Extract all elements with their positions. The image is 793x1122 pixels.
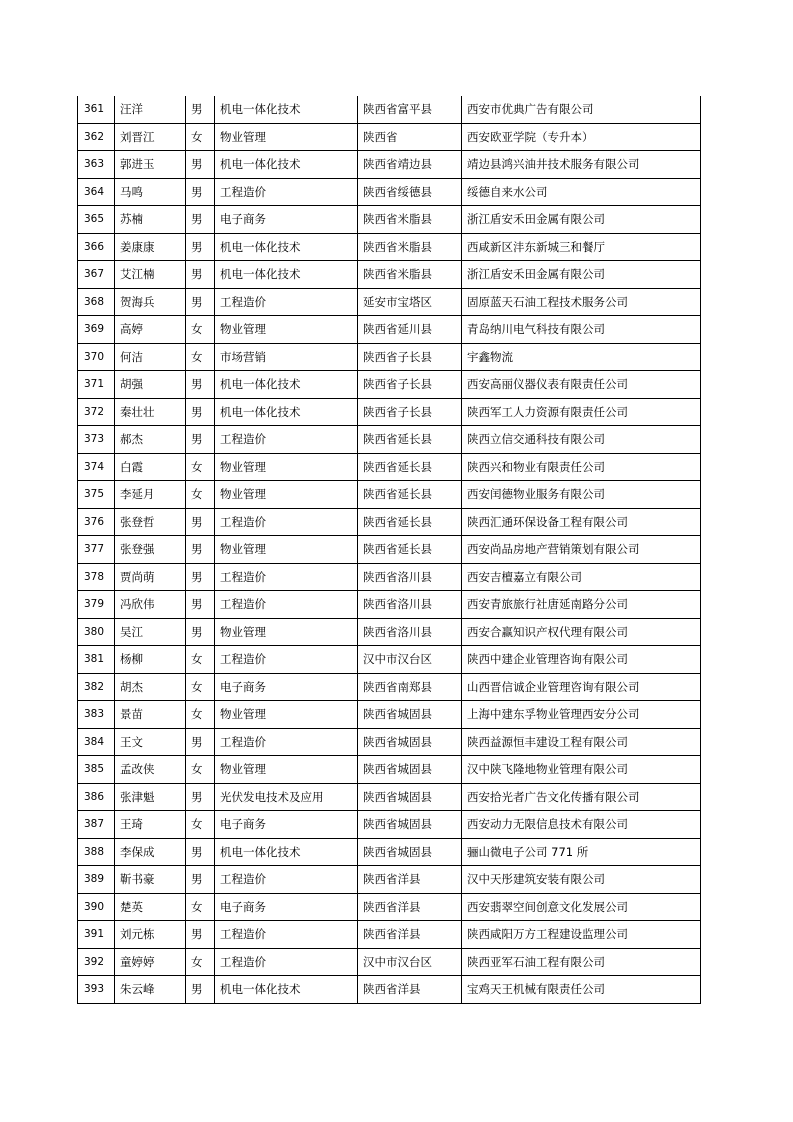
student-name-cell: 郝杰	[115, 426, 186, 454]
student-name-cell: 靳书豪	[115, 866, 186, 894]
origin-cell: 陕西省城固县	[358, 838, 462, 866]
gender-cell: 男	[186, 151, 215, 179]
gender-cell: 男	[186, 371, 215, 399]
student-name-cell: 秦壮壮	[115, 398, 186, 426]
table-row	[78, 948, 701, 976]
origin-cell: 陕西省洛川县	[358, 563, 462, 591]
row-number-cell: 384	[78, 728, 115, 756]
gender-cell: 男	[186, 288, 215, 316]
row-number-cell: 370	[78, 343, 115, 371]
row-number-cell: 385	[78, 756, 115, 784]
employer-cell: 陕西咸阳万方工程建设监理公司	[462, 921, 701, 949]
origin-cell: 陕西省洛川县	[358, 618, 462, 646]
table-row	[78, 646, 701, 674]
row-number-cell: 367	[78, 261, 115, 289]
major-cell: 工程造价	[215, 728, 358, 756]
row-number-cell: 363	[78, 151, 115, 179]
gender-cell: 女	[186, 123, 215, 151]
table-row	[78, 261, 701, 289]
student-name-cell: 刘元栋	[115, 921, 186, 949]
student-name-cell: 王琦	[115, 811, 186, 839]
table-row	[78, 866, 701, 894]
gender-cell: 男	[186, 618, 215, 646]
employer-cell: 西安尚品房地产营销策划有限公司	[462, 536, 701, 564]
employer-cell: 西安吉檀嘉立有限公司	[462, 563, 701, 591]
origin-cell: 陕西省城固县	[358, 728, 462, 756]
row-number-cell: 389	[78, 866, 115, 894]
employer-cell: 西安闰德物业服务有限公司	[462, 481, 701, 509]
student-name-cell: 贺海兵	[115, 288, 186, 316]
student-name-cell: 童婷婷	[115, 948, 186, 976]
student-name-cell: 张登哲	[115, 508, 186, 536]
major-cell: 物业管理	[215, 453, 358, 481]
row-number-cell: 374	[78, 453, 115, 481]
employer-cell: 汉中陕飞隆地物业管理有限公司	[462, 756, 701, 784]
student-name-cell: 艾江楠	[115, 261, 186, 289]
major-cell: 工程造价	[215, 288, 358, 316]
employer-cell: 陕西汇通环保设备工程有限公司	[462, 508, 701, 536]
major-cell: 物业管理	[215, 618, 358, 646]
table-row	[78, 591, 701, 619]
table-row	[78, 728, 701, 756]
origin-cell: 陕西省延长县	[358, 536, 462, 564]
employer-cell: 西安翡翠空间创意文化发展公司	[462, 893, 701, 921]
gender-cell: 男	[186, 398, 215, 426]
major-cell: 电子商务	[215, 811, 358, 839]
origin-cell: 陕西省米脂县	[358, 233, 462, 261]
gender-cell: 男	[186, 426, 215, 454]
student-name-cell: 景苗	[115, 701, 186, 729]
employer-cell: 西安合赢知识产权代理有限公司	[462, 618, 701, 646]
table-row	[78, 508, 701, 536]
student-name-cell: 高婷	[115, 316, 186, 344]
employer-cell: 浙江盾安禾田金属有限公司	[462, 206, 701, 234]
major-cell: 机电一体化技术	[215, 398, 358, 426]
row-number-cell: 388	[78, 838, 115, 866]
employer-cell: 陕西军工人力资源有限责任公司	[462, 398, 701, 426]
major-cell: 工程造价	[215, 178, 358, 206]
employer-cell: 陕西兴和物业有限责任公司	[462, 453, 701, 481]
table-row	[78, 343, 701, 371]
origin-cell: 陕西省延长县	[358, 481, 462, 509]
origin-cell: 陕西省子长县	[358, 343, 462, 371]
origin-cell: 陕西省子长县	[358, 398, 462, 426]
employer-cell: 陕西益源恒丰建设工程有限公司	[462, 728, 701, 756]
row-number-cell: 369	[78, 316, 115, 344]
origin-cell: 陕西省洛川县	[358, 591, 462, 619]
row-number-cell: 372	[78, 398, 115, 426]
origin-cell: 陕西省延长县	[358, 508, 462, 536]
gender-cell: 女	[186, 673, 215, 701]
table-row	[78, 673, 701, 701]
student-name-cell: 胡杰	[115, 673, 186, 701]
student-name-cell: 郭进玉	[115, 151, 186, 179]
origin-cell: 陕西省洋县	[358, 976, 462, 1004]
employer-cell: 山西晋信诚企业管理咨询有限公司	[462, 673, 701, 701]
employer-cell: 西安高丽仪器仪表有限责任公司	[462, 371, 701, 399]
major-cell: 电子商务	[215, 893, 358, 921]
row-number-cell: 386	[78, 783, 115, 811]
origin-cell: 陕西省延长县	[358, 453, 462, 481]
table-row	[78, 563, 701, 591]
row-number-cell: 366	[78, 233, 115, 261]
employer-cell: 宝鸡天王机械有限责任公司	[462, 976, 701, 1004]
table-row	[78, 618, 701, 646]
row-number-cell: 364	[78, 178, 115, 206]
employer-cell: 西安市优典广告有限公司	[462, 96, 701, 123]
table-row	[78, 206, 701, 234]
student-name-cell: 刘晋江	[115, 123, 186, 151]
origin-cell: 陕西省洋县	[358, 866, 462, 894]
student-name-cell: 孟改侠	[115, 756, 186, 784]
origin-cell: 陕西省靖边县	[358, 151, 462, 179]
employer-cell: 西安动力无限信息技术有限公司	[462, 811, 701, 839]
employer-cell: 上海中建东孚物业管理西安分公司	[462, 701, 701, 729]
employer-cell: 陕西亚军石油工程有限公司	[462, 948, 701, 976]
graduate-roster-table	[77, 96, 701, 1004]
row-number-cell: 361	[78, 96, 115, 123]
major-cell: 物业管理	[215, 123, 358, 151]
employer-cell: 宇鑫物流	[462, 343, 701, 371]
major-cell: 光伏发电技术及应用	[215, 783, 358, 811]
row-number-cell: 390	[78, 893, 115, 921]
table-row	[78, 481, 701, 509]
major-cell: 机电一体化技术	[215, 96, 358, 123]
major-cell: 工程造价	[215, 591, 358, 619]
employer-cell: 陕西立信交通科技有限公司	[462, 426, 701, 454]
major-cell: 机电一体化技术	[215, 371, 358, 399]
origin-cell: 陕西省绥德县	[358, 178, 462, 206]
gender-cell: 男	[186, 563, 215, 591]
table-row	[78, 921, 701, 949]
row-number-cell: 387	[78, 811, 115, 839]
gender-cell: 女	[186, 343, 215, 371]
table-row	[78, 316, 701, 344]
employer-cell: 陕西中建企业管理咨询有限公司	[462, 646, 701, 674]
gender-cell: 男	[186, 783, 215, 811]
origin-cell: 陕西省米脂县	[358, 261, 462, 289]
employer-cell: 骊山微电子公司 771 所	[462, 838, 701, 866]
table-row	[78, 233, 701, 261]
gender-cell: 女	[186, 893, 215, 921]
gender-cell: 男	[186, 261, 215, 289]
major-cell: 工程造价	[215, 948, 358, 976]
row-number-cell: 382	[78, 673, 115, 701]
origin-cell: 陕西省延川县	[358, 316, 462, 344]
employer-cell: 青岛纳川电气科技有限公司	[462, 316, 701, 344]
student-name-cell: 姜康康	[115, 233, 186, 261]
employer-cell: 固原蓝天石油工程技术服务公司	[462, 288, 701, 316]
table-row	[78, 756, 701, 784]
student-name-cell: 王文	[115, 728, 186, 756]
gender-cell: 男	[186, 508, 215, 536]
gender-cell: 女	[186, 948, 215, 976]
major-cell: 机电一体化技术	[215, 838, 358, 866]
student-name-cell: 汪洋	[115, 96, 186, 123]
origin-cell: 陕西省富平县	[358, 96, 462, 123]
student-name-cell: 贾尚萌	[115, 563, 186, 591]
employer-cell: 西安青旅旅行社唐延南路分公司	[462, 591, 701, 619]
gender-cell: 男	[186, 536, 215, 564]
major-cell: 工程造价	[215, 508, 358, 536]
student-name-cell: 张津魁	[115, 783, 186, 811]
major-cell: 工程造价	[215, 646, 358, 674]
origin-cell: 陕西省城固县	[358, 811, 462, 839]
table-row	[78, 976, 701, 1004]
row-number-cell: 393	[78, 976, 115, 1004]
origin-cell: 陕西省城固县	[358, 701, 462, 729]
employer-cell: 浙江盾安禾田金属有限公司	[462, 261, 701, 289]
student-name-cell: 杨柳	[115, 646, 186, 674]
major-cell: 物业管理	[215, 701, 358, 729]
table-row	[78, 398, 701, 426]
gender-cell: 男	[186, 866, 215, 894]
table-row	[78, 811, 701, 839]
table-row	[78, 371, 701, 399]
major-cell: 机电一体化技术	[215, 261, 358, 289]
table-row	[78, 96, 701, 123]
origin-cell: 陕西省城固县	[358, 783, 462, 811]
row-number-cell: 380	[78, 618, 115, 646]
table-row	[78, 536, 701, 564]
gender-cell: 男	[186, 921, 215, 949]
major-cell: 电子商务	[215, 206, 358, 234]
student-name-cell: 苏楠	[115, 206, 186, 234]
major-cell: 电子商务	[215, 673, 358, 701]
gender-cell: 男	[186, 233, 215, 261]
gender-cell: 男	[186, 178, 215, 206]
major-cell: 物业管理	[215, 756, 358, 784]
row-number-cell: 379	[78, 591, 115, 619]
student-name-cell: 楚英	[115, 893, 186, 921]
row-number-cell: 392	[78, 948, 115, 976]
student-name-cell: 胡强	[115, 371, 186, 399]
student-name-cell: 李延月	[115, 481, 186, 509]
origin-cell: 陕西省城固县	[358, 756, 462, 784]
origin-cell: 陕西省洋县	[358, 893, 462, 921]
major-cell: 工程造价	[215, 921, 358, 949]
major-cell: 工程造价	[215, 426, 358, 454]
major-cell: 工程造价	[215, 563, 358, 591]
gender-cell: 男	[186, 206, 215, 234]
major-cell: 机电一体化技术	[215, 976, 358, 1004]
table-row	[78, 838, 701, 866]
major-cell: 市场营销	[215, 343, 358, 371]
gender-cell: 男	[186, 96, 215, 123]
student-name-cell: 张登强	[115, 536, 186, 564]
table-row	[78, 123, 701, 151]
gender-cell: 男	[186, 976, 215, 1004]
major-cell: 机电一体化技术	[215, 151, 358, 179]
table-row	[78, 701, 701, 729]
gender-cell: 女	[186, 756, 215, 784]
student-name-cell: 吴江	[115, 618, 186, 646]
row-number-cell: 391	[78, 921, 115, 949]
origin-cell: 陕西省子长县	[358, 371, 462, 399]
table-row	[78, 178, 701, 206]
gender-cell: 男	[186, 838, 215, 866]
student-name-cell: 何洁	[115, 343, 186, 371]
row-number-cell: 375	[78, 481, 115, 509]
row-number-cell: 368	[78, 288, 115, 316]
origin-cell: 陕西省洋县	[358, 921, 462, 949]
origin-cell: 汉中市汉台区	[358, 646, 462, 674]
student-name-cell: 白霞	[115, 453, 186, 481]
origin-cell: 陕西省南郑县	[358, 673, 462, 701]
gender-cell: 女	[186, 453, 215, 481]
employer-cell: 靖边县鸿兴油井技术服务有限公司	[462, 151, 701, 179]
employer-cell: 汉中天彤建筑安装有限公司	[462, 866, 701, 894]
origin-cell: 陕西省延长县	[358, 426, 462, 454]
row-number-cell: 377	[78, 536, 115, 564]
major-cell: 物业管理	[215, 316, 358, 344]
gender-cell: 男	[186, 591, 215, 619]
table-row	[78, 426, 701, 454]
origin-cell: 延安市宝塔区	[358, 288, 462, 316]
row-number-cell: 376	[78, 508, 115, 536]
row-number-cell: 365	[78, 206, 115, 234]
row-number-cell: 371	[78, 371, 115, 399]
row-number-cell: 373	[78, 426, 115, 454]
gender-cell: 女	[186, 646, 215, 674]
table-row	[78, 783, 701, 811]
gender-cell: 女	[186, 811, 215, 839]
major-cell: 物业管理	[215, 536, 358, 564]
gender-cell: 男	[186, 728, 215, 756]
student-name-cell: 马鸣	[115, 178, 186, 206]
row-number-cell: 381	[78, 646, 115, 674]
table-row	[78, 151, 701, 179]
table-row	[78, 288, 701, 316]
gender-cell: 女	[186, 316, 215, 344]
row-number-cell: 383	[78, 701, 115, 729]
table-row	[78, 453, 701, 481]
row-number-cell: 362	[78, 123, 115, 151]
origin-cell: 陕西省	[358, 123, 462, 151]
employer-cell: 绥德自来水公司	[462, 178, 701, 206]
gender-cell: 女	[186, 481, 215, 509]
origin-cell: 汉中市汉台区	[358, 948, 462, 976]
student-name-cell: 李保成	[115, 838, 186, 866]
employer-cell: 西安拾光者广告文化传播有限公司	[462, 783, 701, 811]
major-cell: 机电一体化技术	[215, 233, 358, 261]
gender-cell: 女	[186, 701, 215, 729]
origin-cell: 陕西省米脂县	[358, 206, 462, 234]
row-number-cell: 378	[78, 563, 115, 591]
major-cell: 工程造价	[215, 866, 358, 894]
employer-cell: 西咸新区沣东新城三和餐厅	[462, 233, 701, 261]
student-name-cell: 冯欣伟	[115, 591, 186, 619]
roster-body	[78, 96, 701, 1003]
major-cell: 物业管理	[215, 481, 358, 509]
employer-cell: 西安欧亚学院（专升本）	[462, 123, 701, 151]
table-row	[78, 893, 701, 921]
student-name-cell: 朱云峰	[115, 976, 186, 1004]
